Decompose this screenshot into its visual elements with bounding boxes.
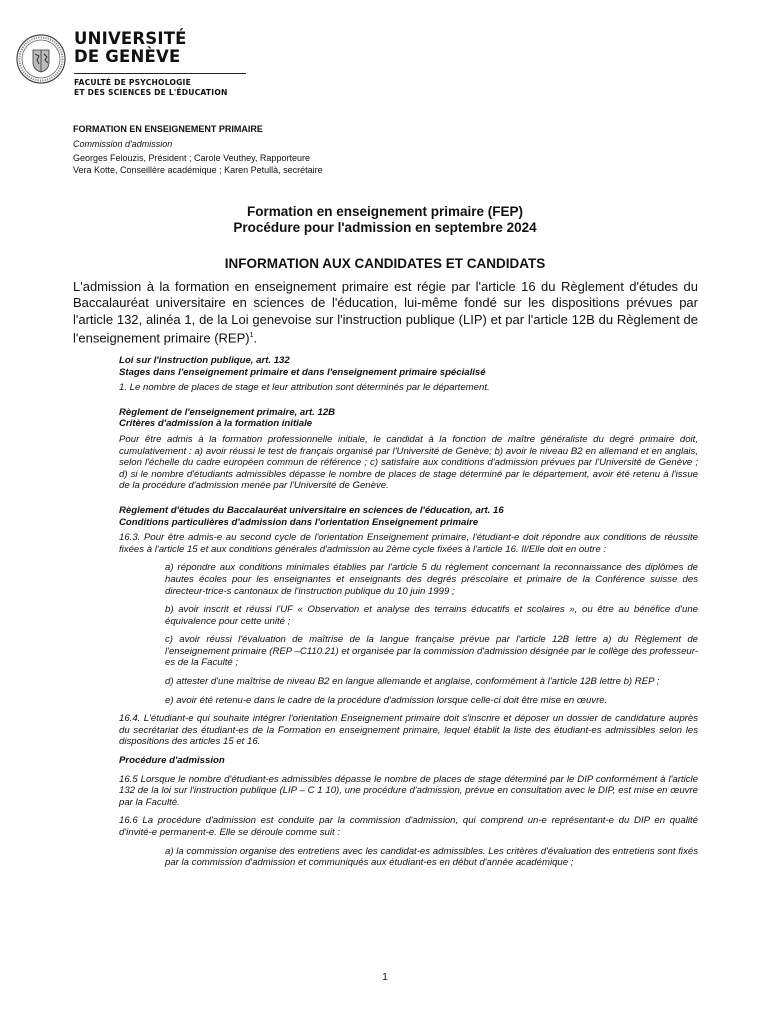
lip-subheading: Stages dans l'enseignement primaire et dans l'enseignement primaire spécialisé bbox=[119, 366, 486, 378]
footnote-mark[interactable]: 1 bbox=[249, 331, 254, 339]
commission-members-2: Vera Kotte, Conseillère académique ; Karen Petullà, secrétaire bbox=[73, 164, 323, 175]
rep-heading: Règlement de l'enseignement primaire, art. 12B bbox=[119, 406, 336, 418]
commission-members-1: Georges Felouzis, Président ; Carole Veuthey, Rapporteure bbox=[73, 153, 310, 163]
university-header bbox=[16, 30, 236, 105]
article-16-6: 16.6 La procédure d'admission est conduite par la commission d'admission, qui comprend un-e représentant-e du DIP en qualité d'invité-e permanent-e. Elle se déroule comme suit : bbox=[119, 815, 698, 838]
condition-d: d) attester d'une maîtrise de niveau B2 en langue allemande et anglaise, conformément à l'article 12B lettre b) REP ; bbox=[165, 676, 660, 688]
rep-subheading: Critères d'admission à la formation initiale bbox=[119, 418, 313, 430]
regulation-excerpts bbox=[119, 355, 698, 869]
university-name: UNIVERSITÉ DE GENÈVE bbox=[74, 29, 187, 66]
condition-a: a) répondre aux conditions minimales établies par l'article 5 du règlement concernant la reconnaissance des diplômes de hautes écoles pour les enseignantes et enseignants des degrés préscolaire et primaire de la Conférence suisse des directeur-trice-s cantonaux de l'instruction publique du 10 juin 1999 ; bbox=[165, 562, 698, 597]
procedure-heading: Procédure d'admission bbox=[119, 755, 225, 767]
lip-heading: Loi sur l'instruction publique, art. 132 bbox=[119, 355, 290, 366]
document-subtitle: Procédure pour l'admission en septembre 2024 bbox=[233, 220, 537, 235]
header-divider bbox=[74, 73, 246, 74]
condition-e: e) avoir été retenu-e dans le cadre de la procédure d'admission lorsque celle-ci doit être mise en œuvre. bbox=[165, 694, 608, 706]
university-seal-icon bbox=[16, 34, 66, 84]
page-number: 1 bbox=[382, 972, 388, 983]
article-16-3: 16.3. Pour être admis-e au second cycle de l'orientation Enseignement primaire, l'étudiant-e doit répondre aux conditions de réussite fixées à l'article 15 et aux conditions générales d'admission au 2ème cycle fixées à l'article 16. Il/Elle doit en outre : bbox=[119, 532, 698, 555]
condition-b: b) avoir inscrit et réussi l'UF « Observation et analyse des terrains éducatifs et scolaires », ou être au bénéfice d'une équivalence pour cette unité ; bbox=[165, 604, 698, 627]
article-16-4: 16.4. L'étudiant-e qui souhaite intégrer l'orientation Enseignement primaire doit s'inscrire et déposer un dossier de candidature auprès du secrétariat des étudiant-es de la Formation en enseignement primaire, lequel établit la liste des étudiant-es admissibles selon les dispositions des articles 15 et 16. bbox=[119, 713, 698, 748]
lip-text: 1. Le nombre de places de stage et leur attribution sont déterminés par le département. bbox=[119, 382, 490, 394]
section-title: INFORMATION AUX CANDIDATES ET CANDIDATS bbox=[224, 256, 546, 271]
rep-text: Pour être admis à la formation professionnelle initiale, le candidat à la fonction de maître généraliste du degré primaire doit, cumulativement : a) avoir réussi le test de français organisé par l'Université de Genève; b) avoir le niveau B2 en allemand et en anglais, selon l'échelle du cadre européen commun de référence ; c) satisfaire aux conditions d'admission prévues par l'Université de Genève ; d) si le nombre d'étudiants admissibles dépasse le nombre de places de stage déterminé par le département, avoir été retenu à l'issue de la procédure d'admission menée par l'Université de Genève. bbox=[119, 433, 698, 492]
article-16-5: 16.5 Lorsque le nombre d'étudiant-es admissibles dépasse le nombre de places de stage déterminé par le DIP conformément à l'article 132 de la loi sur l'instruction publique (LIP – C 1 10), une procédure d'admission, prévue en consultation avec le DIP, est mise en œuvre par la Faculté. bbox=[119, 773, 698, 808]
bachelor-subheading: Conditions particulières d'admission dans l'orientation Enseignement primaire bbox=[119, 516, 479, 528]
intro-paragraph: L'admission à la formation en enseignement primaire est régie par l'article 16 du Règlement d'études du Baccalauréat universitaire en sciences de l'éducation, lui-même fondé sur les dispositions prévues par l'article 132, alinéa 1, de la Loi genevoise sur l'instruction publique (LIP) et par l'article 12B du Règlement de l'enseignement primaire (REP)$^1$. bbox=[73, 279, 698, 346]
commission-block bbox=[73, 124, 323, 176]
faculty-name: FACULTÉ DE PSYCHOLOGIE ET DES SCIENCES DE L'ÉDUCATION bbox=[74, 78, 228, 97]
article-16-6-a: a) la commission organise des entretiens avec les candidat-es admissibles. Les critères d'évaluation des entretiens sont fixés par la commission d'admission et communiqués aux étudiant-es en début d'année académique ; bbox=[165, 845, 698, 869]
condition-c: c) avoir réussi l'évaluation de maîtrise de la langue française prévue par l'article 12B lettre a) du Règlement de l'enseignement primaire (REP –C110.21) et organisée par la commission d'admission désignée par le collège des professeur-es de la Faculté ; bbox=[165, 634, 698, 669]
commission-subtitle: Commission d'admission bbox=[73, 138, 173, 149]
document-titles bbox=[0, 204, 770, 272]
bachelor-heading: Règlement d'études du Baccalauréat universitaire en sciences de l'éducation, art. 16 bbox=[119, 504, 504, 516]
commission-title: FORMATION EN ENSEIGNEMENT PRIMAIRE bbox=[73, 124, 263, 134]
document-title: Formation en enseignement primaire (FEP) bbox=[246, 204, 524, 219]
